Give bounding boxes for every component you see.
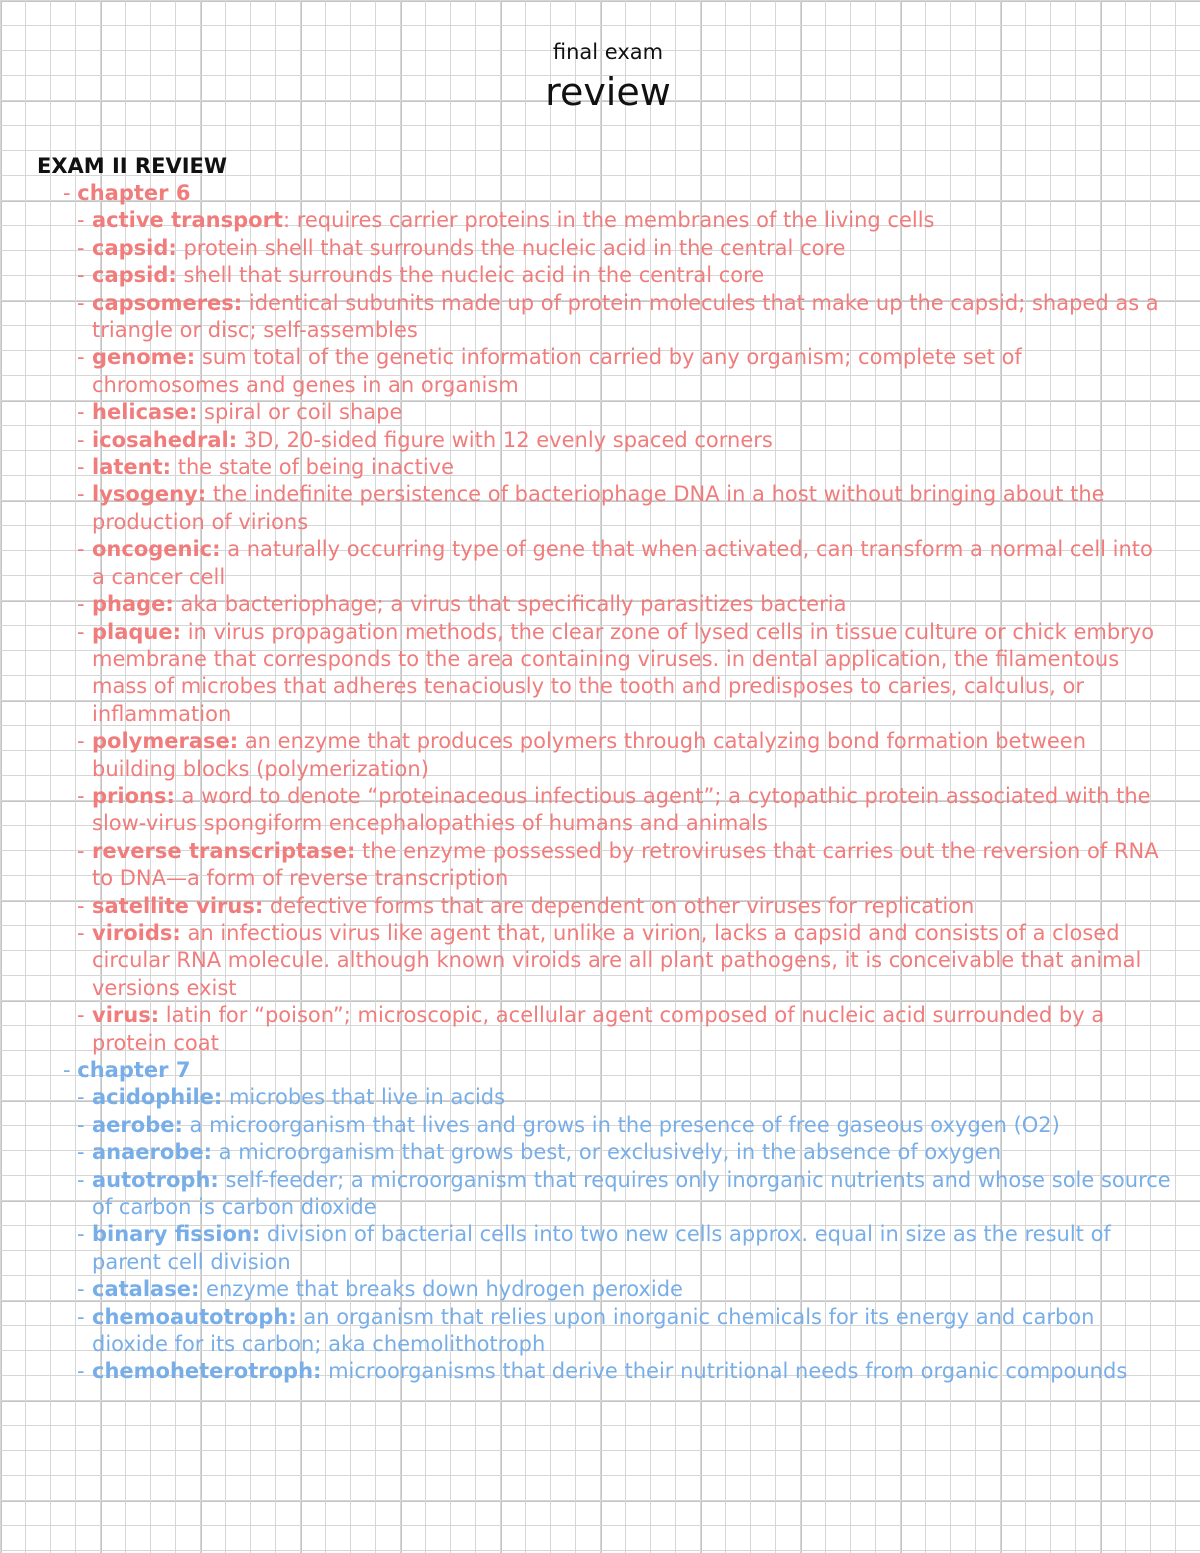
term: virus: [92,1003,160,1028]
list-item [77,454,1172,481]
term: binary fission: [92,1222,261,1247]
list-item [77,619,1172,729]
definition: an enzyme that produces polymers through catalyzing bond formation between building blocks (polymerization) [92,729,1087,781]
term: prions: [92,783,175,808]
list-item [77,1221,1172,1276]
definition: an organism that relies upon inorganic chemicals for its energy and carbon dioxide for its carbon; aka chemolithotroph [92,1304,1095,1357]
bullet-dash: - [77,455,85,480]
term: latent: [92,455,172,480]
notes-content [0,180,1200,1386]
term: chemoheterotroph: [92,1359,322,1384]
bullet-dash: - [77,729,85,754]
term: anaerobe: [92,1140,212,1165]
definition: sum total of the genetic information carried by any organism; complete set of chromosomes and genes in an organism [92,345,1022,397]
term: capsid: [92,235,177,260]
bullet-dash: - [77,1359,85,1384]
bullet-dash: - [77,537,85,562]
bullet-dash: - [77,235,85,260]
bullet-dash: - [77,290,85,315]
list-item [77,207,1172,234]
definition: shell that surrounds the nucleic acid in the central core [176,263,765,288]
bullet-dash: - [77,263,85,288]
term: capsid: [92,263,177,288]
term: phage: [92,592,174,617]
definition: division of bacterial cells into two new cells approx. equal in size as the result of parent cell division [92,1222,1111,1274]
bullet-dash: - [77,893,85,918]
definition: the indefinite persistence of bacteriophage DNA in a host without bringing about the production of virions [92,482,1105,534]
section-heading: EXAM II REVIEW [37,154,228,178]
definition: the enzyme possessed by retroviruses that carries out the reversion of RNA to DNA—a form of reverse transcription [92,838,1159,891]
bullet-dash: - [77,920,85,945]
chapter-title: chapter 6 [77,181,191,205]
definition: latin for “poison”; microscopic, acellular agent composed of nucleic acid surrounded by a protein coat [92,1003,1105,1055]
term: chemoautotroph: [92,1304,297,1329]
definition: enzyme that breaks down hydrogen peroxide [199,1277,683,1302]
definition: microbes that live in acids [222,1085,506,1110]
bullet-dash: - [77,619,85,644]
definition: a word to denote “proteinaceous infectious agent”; a cytopathic protein associated with the slow-virus spongiform encephalopathies of humans and animals [92,783,1151,836]
list-item [77,591,1172,618]
bullet-dash: - [77,1140,85,1165]
bullet-dash: - [77,427,85,452]
term: reverse transcriptase: [92,838,356,863]
term: polymerase: [92,729,239,754]
list-item [77,399,1172,426]
list-item [77,1358,1172,1385]
bullet-dash: - [63,1058,78,1082]
list-item [77,1276,1172,1303]
term: capsomeres: [92,290,243,315]
list-item [77,1002,1172,1057]
bullet-dash: - [77,482,85,507]
list-item [77,290,1172,345]
bullet-dash: - [77,1112,85,1137]
definition: spiral or coil shape [197,400,403,425]
list-item [77,728,1172,783]
bullet-dash: - [77,400,85,425]
term: plaque: [92,619,182,644]
page-title: review [545,70,671,114]
list-item [77,427,1172,454]
bullet-dash: - [77,592,85,617]
term: aerobe: [92,1112,183,1137]
definition: identical subunits made up of protein molecules that make up the capsid; shaped as a triangle or disc; self-assembles [92,290,1159,343]
bullet-dash: - [77,1304,85,1329]
definition: protein shell that surrounds the nucleic acid in the central core [176,235,846,260]
list-item [77,920,1172,1002]
term: helicase: [92,400,198,425]
term: oncogenic: [92,537,221,562]
list-item [77,893,1172,920]
bullet-dash: - [77,1167,85,1192]
list-item [77,536,1172,591]
definition: aka bacteriophage; a virus that specifically parasitizes bacteria [173,592,847,617]
bullet-dash: - [77,1085,85,1110]
term: viroids: [92,920,181,945]
list-item [77,1304,1172,1359]
definition: self-feeder; a microorganism that requires only inorganic nutrients and whose sole source of carbon is carbon dioxide [92,1167,1171,1220]
term: icosahedral: [92,427,238,452]
chapter-heading [63,1057,1200,1084]
list-item [77,1167,1172,1222]
list-item [77,1139,1172,1166]
term: acidophile: [92,1085,223,1110]
term: genome: [92,345,196,370]
term-list [0,1084,1200,1385]
definition: microorganisms that derive their nutritional needs from organic compounds [321,1359,1128,1384]
definition: 3D, 20-sided figure with 12 evenly spaced corners [237,427,773,452]
list-item [77,838,1172,893]
list-item [77,783,1172,838]
bullet-dash: - [77,208,85,233]
definition: : requires carrier proteins in the membranes of the living cells [282,208,935,233]
list-item [77,344,1172,399]
bullet-dash: - [77,1003,85,1028]
chapter-title: chapter 7 [77,1058,191,1082]
list-item [77,262,1172,289]
definition: a microorganism that lives and grows in the presence of free gaseous oxygen (O2) [182,1112,1060,1137]
list-item [77,1112,1172,1139]
list-item [77,235,1172,262]
term: lysogeny: [92,482,207,507]
list-item [77,481,1172,536]
term: autotroph: [92,1167,219,1192]
definition: defective forms that are dependent on other viruses for replication [263,893,975,918]
term: active transport [92,208,283,233]
term: satellite virus: [92,893,264,918]
list-item [77,1084,1172,1111]
definition: a microorganism that grows best, or exclusively, in the absence of oxygen [212,1140,1002,1165]
bullet-dash: - [77,783,85,808]
term: catalase: [92,1277,200,1302]
bullet-dash: - [77,1277,85,1302]
definition: a naturally occurring type of gene that when activated, can transform a normal cell into a cancer cell [92,537,1153,589]
definition: in virus propagation methods, the clear zone of lysed cells in tissue culture or chick embryo membrane that corresponds to the area containing viruses. in dental application, the filamentous mass of microbes that adheres tenaciously to the tooth and predisposes to caries, calculus, or inflammation [92,619,1155,726]
bullet-dash: - [77,838,85,863]
chapter-heading [63,180,1200,207]
term-list [0,207,1200,1057]
bullet-dash: - [77,345,85,370]
bullet-dash: - [63,181,78,205]
definition: the state of being inactive [171,455,455,480]
definition: an infectious virus like agent that, unlike a virion, lacks a capsid and consists of a closed circular RNA molecule. although known viroids are all plant pathogens, it is conceivable that animal versions exist [92,920,1142,1000]
bullet-dash: - [77,1222,85,1247]
page-subtitle: final exam [552,40,664,64]
